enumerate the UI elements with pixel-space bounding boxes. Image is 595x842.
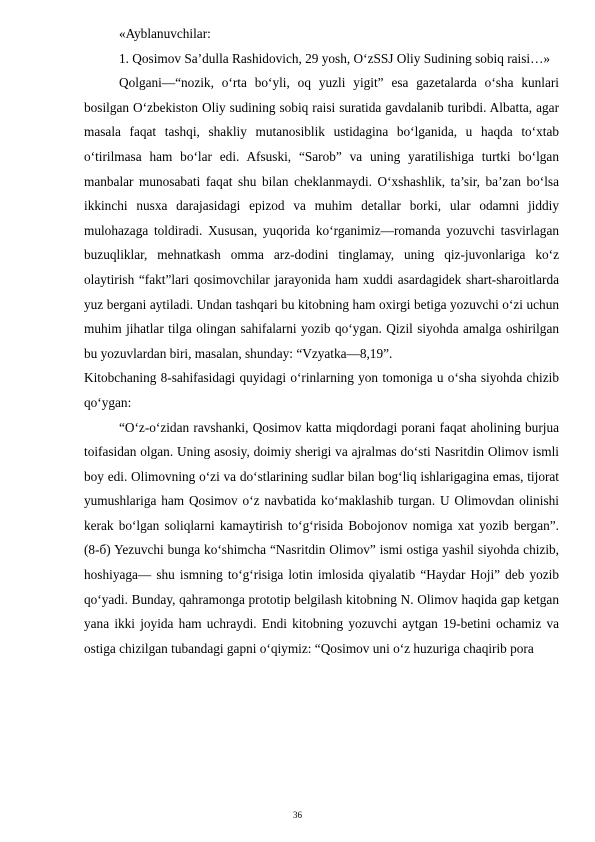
paragraph-booklet-page-8: Kitobchaning 8-sahifasidagi quyidagi o‘rinlarning yon tomoniga u o‘sha siyohda chizib qo‘ygan: — [84, 370, 559, 410]
paragraph-defendants-heading: «Ayblanuvchilar: — [119, 26, 211, 41]
paragraph-quotation: “O‘z-o‘zidan ravshanki, Qosimov katta miqdordagi porani faqat aholining burjua toifasidan olgan. Uning asosiy, doimiy sherigi va ajralmas do‘sti Nasritdin Olimov ismli boy edi. Olimovning o‘zi va do‘stlarining sudlar bilan bog‘liq ishlarigagina emas, tijorat yumushlariga ham Qosimov o‘z navbatida ko‘maklashib turgan. U Olimovdan olinishi kerak bo‘lgan soliqlarni kamaytirish to‘g‘risida Bobojonov nomiga xat yozib bergan”. (8-б) Yezuvchi bunga ko‘shimcha “Nasritdin Olimov” ismi ostiga yashil siyohda chizib, hoshiyaga— shu ismning to‘g‘risiga lotin imlosida qiyalatib “Haydar Hoji” deb yozib qo‘yadi. Bunday, qahramonga prototip belgilash kitobning N. Olimov haqida gap ketgan yana ikki joyida ham uchraydi. Endi kitobning yozuvchi aytgan 19-betini ochamiz va ostiga chizilgan tubandagi gapni o‘qiymiz: “Qosimov uni o‘z huzuriga chaqirib pora — [84, 419, 559, 656]
paragraph-main-text: Qolgani—“nozik, o‘rta bo‘yli, oq yuzli yigit” esa gazetalarda o‘sha kunlari bosilgan O‘zbekiston Oliy sudining sobiq raisi suratida gavdalanib turibdi. Albatta, agar masala faqat tashqi, shakliy mutanosiblik ustidagina bo‘lganida, u haqda to‘xtab o‘tirilmasa ham bo‘lar edi. Afsuski, “Sarob” va uning yaratilishiga turtki bo‘lgan manbalar munosabati faqat shu bilan cheklanmaydi. O‘xshashlik, ta’sir, ba’zan bo‘lsa ikkinchi nusxa darajasidagi epizod va muhim detallar borki, ular odamni jiddiy mulohazaga toldiradi. Xususan, yuqorida ko‘rganimiz—romanda yozuvchi tasvirlagan buzuqliklar, mehnatkash omma arz-dodini tinglamay, uning qiz-juvonlariga ko‘z olaytirish “fakt”lari qosimovchilar jarayonida ham xuddi asardagidek shart-sharoitlarda yuz bergani aytiladi. Undan tashqari bu kitobning ham oxirgi betiga yozuvchi o‘zi uchun muhim jihatlar tilga olingan sahifalarni yozib qo‘ygan. Qizil siyohda amalga oshirilgan bu yozuvlardan biri, masalan, shunday: “Vzyatka—8,19”. — [84, 75, 559, 361]
document-body — [84, 22, 559, 661]
page-number: 36 — [293, 810, 302, 820]
paragraph-defendant-list-item: 1. Qosimov Sa’dulla Rashidovich, 29 yosh, O‘zSSJ Oliy Sudining sobiq raisi…» — [119, 50, 551, 66]
